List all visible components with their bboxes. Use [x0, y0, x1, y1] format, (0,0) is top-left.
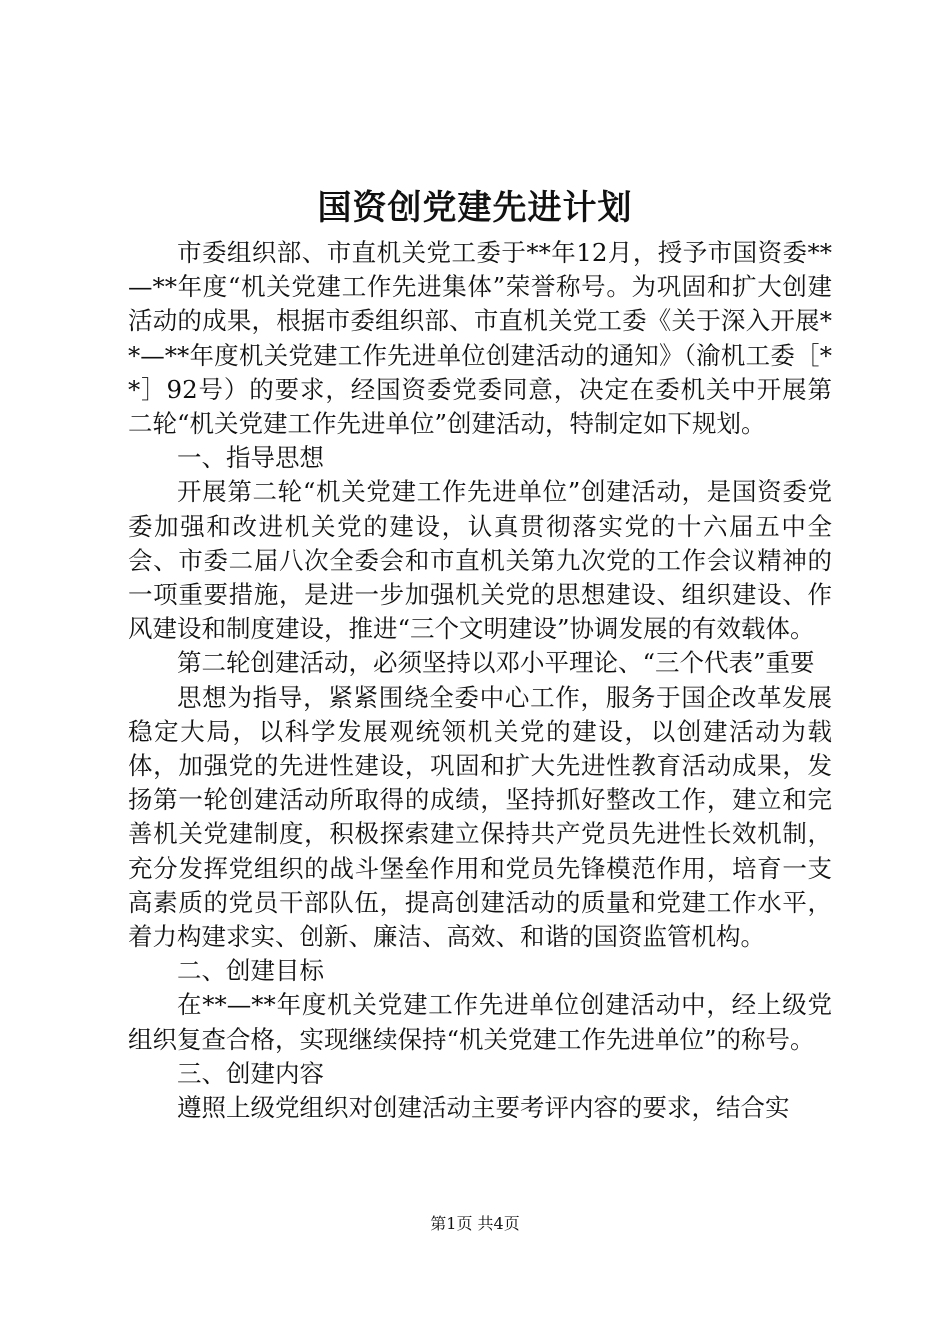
paragraph-guiding-3: 思想为指导，紧紧围绕全委中心工作，服务于国企改革发展稳定大局，以科学发展观统领机关党的建设，以创建活动为载体，加强党的先进性建设，巩固和扩大先进性教育活动成果，发扬第一轮创建活动所取得的成绩，坚持抓好整改工作，建立和完善机关党建制度，积极探索建立保持共产党员先进性长效机制，充分发挥党组织的战斗堡垒作用和党员先锋模范作用，培育一支高素质的党员干部队伍，提高创建活动的质量和党建工作水平，着力构建求实、创新、廉洁、高效、和谐的国资监管机构。 — [128, 682, 832, 952]
document-body — [128, 236, 832, 1125]
page-number-footer: 第1页 共4页 — [430, 1214, 520, 1233]
paragraph-content: 遵照上级党组织对创建活动主要考评内容的要求，结合实 — [177, 1093, 790, 1123]
section-heading-1: 一、指导思想 — [177, 443, 324, 473]
document-title: 国资创党建先进计划 — [317, 188, 633, 228]
paragraph-intro: 市委组织部、市直机关党工委于**年12月，授予市国资委**—**年度“机关党建工作先进集体”荣誉称号。为巩固和扩大创建活动的成果，根据市委组织部、市直机关党工委《关于深入开展**—**年度机关党建工作先进单位创建活动的通知》（渝机工委［**］92号）的要求，经国资委党委同意，决定在委机关中开展第二轮“机关党建工作先进单位”创建活动，特制定如下规划。 — [128, 238, 832, 439]
section-heading-2: 二、创建目标 — [177, 956, 324, 986]
paragraph-guiding-2: 第二轮创建活动，必须坚持以邓小平理论、“三个代表”重要 — [177, 648, 815, 678]
section-heading-3: 三、创建内容 — [177, 1058, 324, 1088]
paragraph-goal: 在**—**年度机关党建工作先进单位创建活动中，经上级党组织复查合格，实现继续保持“机关党建工作先进单位”的称号。 — [128, 990, 832, 1054]
paragraph-guiding-1: 开展第二轮“机关党建工作先进单位”创建活动，是国资委党委加强和改进机关党的建设，认真贯彻落实党的十六届五中全会、市委二届八次全委会和市直机关第九次党的工作会议精神的一项重要措施，是进一步加强机关党的思想建设、组织建设、作风建设和制度建设，推进“三个文明建设”协调发展的有效载体。 — [128, 477, 832, 644]
